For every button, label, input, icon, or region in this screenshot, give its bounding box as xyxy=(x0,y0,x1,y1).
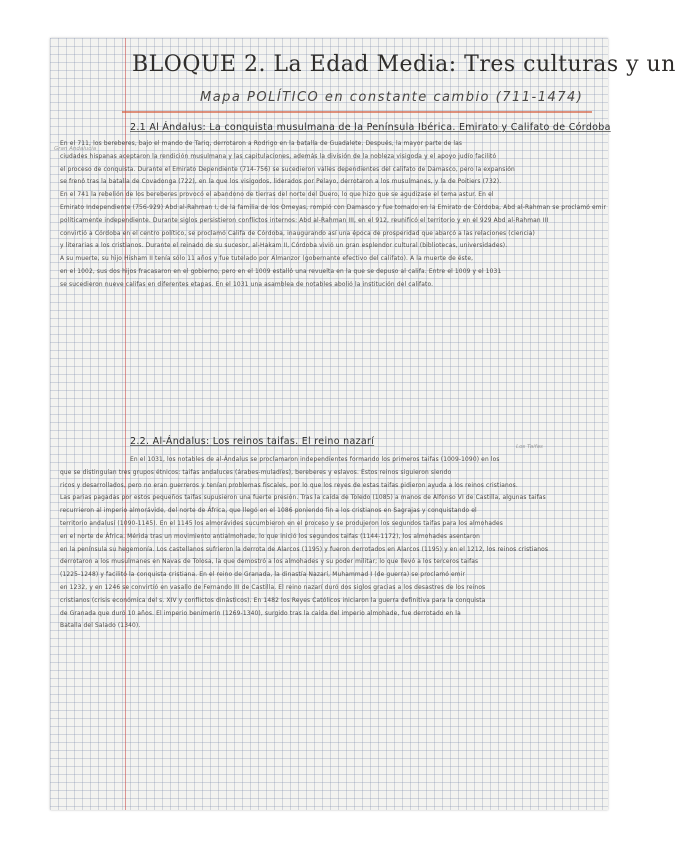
text-line: Las parias pagadas por estos pequeños taifas supusieron una fuerte presión. Tras la caída de Toledo (1085) a manos de Alfonso VI de Castilla, algunas taifas xyxy=(60,495,546,502)
notebook-page xyxy=(50,38,676,810)
text-line: y literarias a los cristianos. Durante el reinado de su sucesor, al-Hakam II, Córdoba vivió un gran esplendor cultural (bibliotecas, universidades). xyxy=(60,243,508,250)
text-line: en 1232, y en 1246 se convirtió en vasallo de Fernando III de Castilla. El reino nazarí duró dos siglos gracias a los desastres de los reinos xyxy=(60,584,486,591)
text-line: en el 1002, sus dos hijos fracasaron en el gobierno, pero en el 1009 estalló una revuelta en la que se depuso al califa. Entre el 1009 y el 1031 xyxy=(60,268,502,275)
text-line: recurrieron al imperio almorávide, del norte de África, que llegó en el 1086 poniendo fin a los cristianos en Sagrajas y conquistando el xyxy=(60,508,477,515)
margin-note-section1: Gran Andalucía xyxy=(54,146,97,152)
text-line: derrotaron a los musulmanes en Navas de Tolosa, la que demostró a los almohades y su poder militar; lo que llevó a los terceros taifas xyxy=(60,559,479,566)
section2-heading xyxy=(130,436,374,447)
section1-body xyxy=(60,138,607,292)
section2-heading-text: 2.2. Al-Ándalus: Los reinos taifas. El reino nazarí xyxy=(130,436,375,447)
text-line: de Granada que duró 10 años. El imperio benimerín (1269-1340), surgido tras la caída del imperio almohade, fue derrotado en la xyxy=(60,610,461,617)
page-title: BLOQUE 2. La Edad Media: Tres culturas y un xyxy=(132,52,676,77)
section1-heading-text: 2.1 Al Ándalus: La conquista musulmana de la Península Ibérica. Emirato y Califato de Córdoba xyxy=(130,122,611,133)
text-line: En el 1031, los notables de al-Ándalus se proclamaron independientes formando los primeros taifas (1009-1090) en los xyxy=(130,457,500,463)
text-line: A su muerte, su hijo Hisham II tenía sólo 11 años y fue tutelado por Almanzor (gobernante efectivo del califato). A la muerte de éste, xyxy=(60,256,474,263)
margin-note-section2: Los Taifas xyxy=(516,444,543,450)
text-line: en el norte de África. Mérida tras un movimiento antialmohade, lo que inició los segundos taifas (1144-1172), los almohades asentaron xyxy=(60,533,481,540)
text-line: que se distinguían tres grupos étnicos: taifas andaluces (árabes-muladíes), bereberes y eslavos. Estos reinos siguieron siendo xyxy=(60,469,452,476)
text-line: En el 711, los bereberes, bajo el mando de Tariq, derrotaron a Rodrigo en la batalla de Guadalete. Después, la mayor parte de las xyxy=(60,141,463,147)
section2-body xyxy=(60,454,600,633)
text-line: políticamente independiente. Durante siglos persistieron conflictos internos: Abd al-Rahman III, en el 912, reunificó el territorio y en el 929 Abd al-Rahman III xyxy=(60,217,549,224)
text-line: (1225-1248) y facilitó la conquista cristiana. En el reino de Granada, la dinastía Nazarí, Muhammad I (de guerra) se proclamó emir xyxy=(60,572,466,579)
text-line: se frenó tras la batalla de Covadonga (722), en la que los visigodos, liderados por Pelayo, derrotaron a los musulmanes, y la de Poitiers (732). xyxy=(60,179,502,186)
section1-heading xyxy=(130,122,611,133)
text-line: ciudades hispanas aceptaron la rendición musulmana y las capitulaciones, además la división de la nobleza visigoda y el apoyo judío facilitó xyxy=(60,153,497,160)
text-line: Emirato Independiente (756-929) Abd al-Rahman I, de la familia de los Omeyas, rompió con Damasco y fue tomado en la Emirato de Córdoba, Abd al-Rahman se proclamó emir xyxy=(60,204,607,211)
text-line: se sucedieron nueve califas en diferentes etapas. En el 1031 una asamblea de notables abolió la institución del califato. xyxy=(60,281,434,288)
text-line: en la península su hegemonía. Los castellanos sufrieron la derrota de Alarcos (1195) y fueron derrotados en Alarcos (1195) y en el 1212, los reinos cristianos xyxy=(60,546,549,553)
title-underline xyxy=(122,111,592,113)
text-line: En el 741 la rebelión de los bereberes provocó el abandono de tierras del norte del Duero, lo que hizo que se agudizase el tema astur. En el xyxy=(60,192,494,199)
page-subtitle: Mapa POLÍTICO en constante cambio (711-1474) xyxy=(200,90,584,105)
text-line: ricos y desarrollados, pero no eran guerreros y tenían problemas fiscales, por lo que los reyes de estas taifas pidieron ayuda a los reinos cristianos. xyxy=(60,482,518,489)
text-line: Batalla del Salado (1340). xyxy=(60,623,141,630)
text-line: territorio andalusí (1090-1145). En el 1145 los almorávides sucumbieron en el proceso y se produjeron los segundos taifas para los almohades xyxy=(60,520,503,527)
text-line: cristianos (crisis económica del s. XIV y conflictos dinásticos). En 1482 los Reyes Católicos iniciaron la guerra definitiva para la conquista xyxy=(60,597,486,604)
text-line: convirtió a Córdoba en el centro político, se proclamó Califa de Córdoba, inaugurando así una época de prosperidad que abarcó a las relaciones (ciencia) xyxy=(60,230,535,237)
text-line: el proceso de conquista. Durante el Emirato Dependiente (714-756) se sucedieron valíes dependientes del califato de Damasco, pero la expansión xyxy=(60,166,515,173)
